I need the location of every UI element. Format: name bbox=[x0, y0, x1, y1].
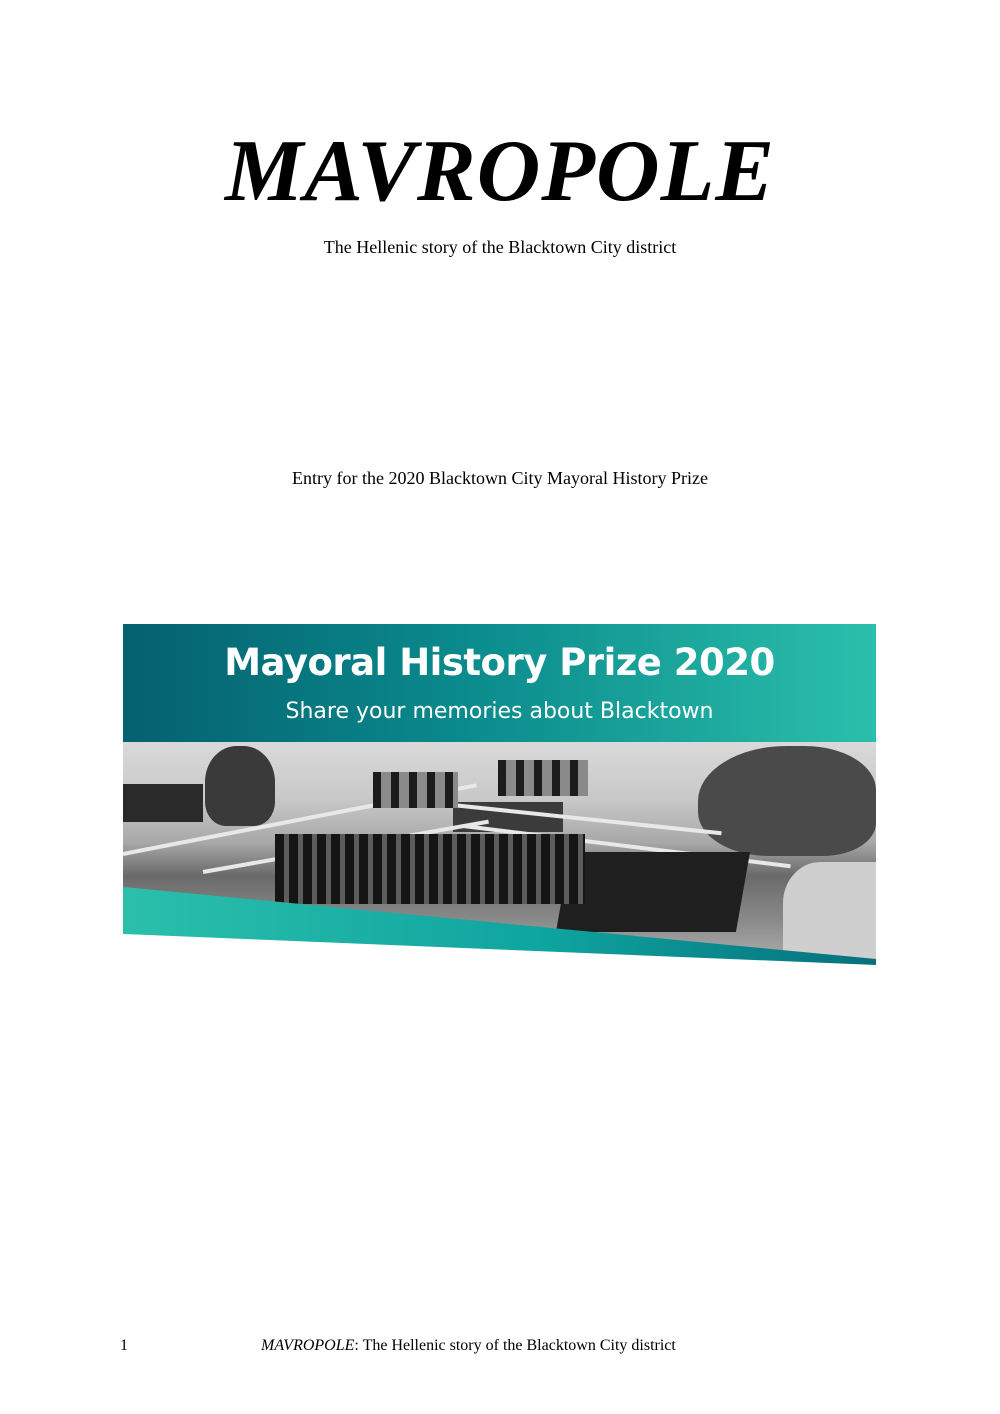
document-title: MAVROPOLE bbox=[224, 123, 776, 220]
banner-subtitle: Share your memories about Blacktown bbox=[285, 699, 714, 724]
banner-title: Mayoral History Prize 2020 bbox=[224, 641, 775, 684]
document-subtitle: The Hellenic story of the Blacktown City district bbox=[323, 237, 677, 257]
page-number: 1 bbox=[120, 1337, 128, 1354]
entry-line: Entry for the 2020 Blacktown City Mayoral History Prize bbox=[292, 468, 708, 488]
running-title-italic: MAVROPOLE bbox=[261, 1337, 355, 1354]
running-footer bbox=[261, 1336, 676, 1356]
teal-wedge-decoration bbox=[123, 624, 876, 965]
prize-banner-image bbox=[123, 624, 876, 965]
running-title-rest: : The Hellenic story of the Blacktown City district bbox=[354, 1337, 676, 1354]
